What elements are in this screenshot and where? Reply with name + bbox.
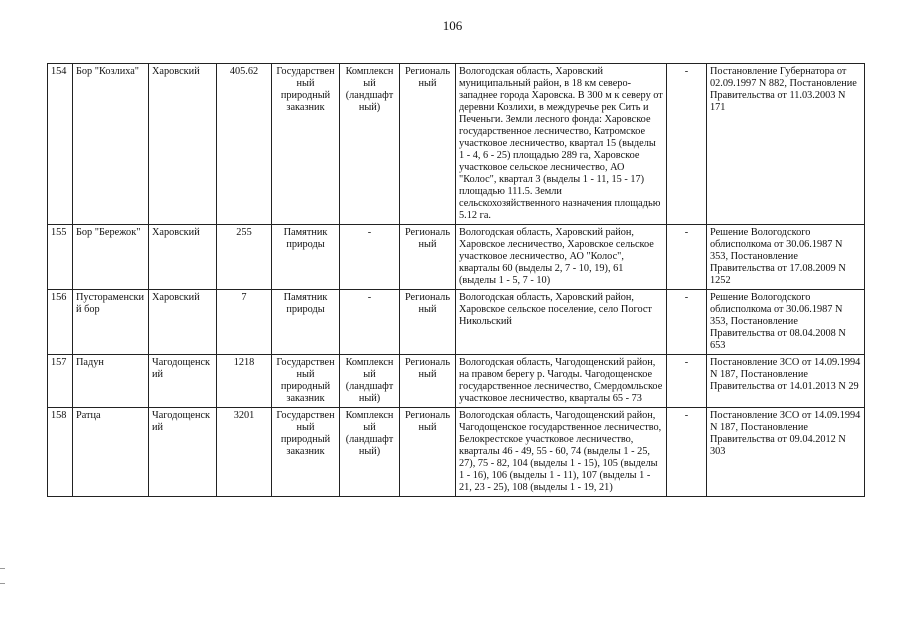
cell-area: 3201 — [217, 408, 272, 497]
cell-number: 155 — [48, 225, 73, 290]
cell-category: Государственный природный заказник — [272, 355, 340, 408]
cell-location: Вологодская область, Чагодощенский район, Чагодощенское государственное лесничество, Белокрестское участковое лесничество, кварталы 46 - 49, 55 - 60, 74 (выделы 1 - 25, 27), 75 - 82, 104 (выделы 1 - 15), 105 (выделы 1 - 16), 106 (выделы 1 - 11), 107 (выделы 1 - 21, 23 - 25), 108 (выделы 1 - 19, 21) — [456, 408, 667, 497]
cell-significance: Региональный — [400, 355, 456, 408]
cell-name: Пустораменский бор — [73, 290, 149, 355]
cell-number: 156 — [48, 290, 73, 355]
cell-name: Бор "Бережок" — [73, 225, 149, 290]
cell-extra: - — [667, 290, 707, 355]
cell-extra: - — [667, 408, 707, 497]
cell-location: Вологодская область, Харовский район, Харовское лесничество, Харовское сельское участковое лесничество, АО "Колос", кварталы 60 (выделы 2, 7 - 10, 19), 61 (выделы 1 - 5, 7 - 10) — [456, 225, 667, 290]
cell-category: Памятник природы — [272, 225, 340, 290]
table-row — [48, 355, 865, 408]
cell-document: Решение Вологодского облисполкома от 30.06.1987 N 353, Постановление Правительства от 08.04.2008 N 653 — [707, 290, 865, 355]
cell-name: Падун — [73, 355, 149, 408]
cell-significance: Региональный — [400, 225, 456, 290]
cell-area: 7 — [217, 290, 272, 355]
table-row — [48, 225, 865, 290]
cell-area: 405.62 — [217, 64, 272, 225]
cell-document: Решение Вологодского облисполкома от 30.06.1987 N 353, Постановление Правительства от 17.08.2009 N 1252 — [707, 225, 865, 290]
cell-profile: Комплексный (ландшафтный) — [340, 64, 400, 225]
cell-name: Ратца — [73, 408, 149, 497]
cell-profile: Комплексный (ландшафтный) — [340, 355, 400, 408]
cell-location: Вологодская область, Чагодощенский район, на правом берегу р. Чагоды. Чагодощенское государственное лесничество, Смердомльское участковое лесничество, кварталы 65 - 73 — [456, 355, 667, 408]
cell-extra: - — [667, 355, 707, 408]
cell-district: Харовский — [149, 64, 217, 225]
registry-table — [47, 63, 865, 497]
cell-district: Харовский — [149, 290, 217, 355]
cell-significance: Региональный — [400, 290, 456, 355]
cell-category: Государственный природный заказник — [272, 64, 340, 225]
cell-profile: - — [340, 290, 400, 355]
cell-profile: - — [340, 225, 400, 290]
cell-area: 1218 — [217, 355, 272, 408]
table-row — [48, 64, 865, 225]
cell-category: Памятник природы — [272, 290, 340, 355]
cell-extra: - — [667, 64, 707, 225]
cell-document: Постановление ЗСО от 14.09.1994 N 187, Постановление Правительства от 09.04.2012 N 303 — [707, 408, 865, 497]
cell-significance: Региональный — [400, 408, 456, 497]
cell-document: Постановление Губернатора от 02.09.1997 N 882, Постановление Правительства от 11.03.2003 N 171 — [707, 64, 865, 225]
cell-number: 158 — [48, 408, 73, 497]
cell-area: 255 — [217, 225, 272, 290]
margin-mark — [0, 583, 5, 584]
cell-profile: Комплексный (ландшафтный) — [340, 408, 400, 497]
cell-extra: - — [667, 225, 707, 290]
cell-district: Харовский — [149, 225, 217, 290]
page-number: 106 — [442, 18, 463, 33]
cell-district: Чагодощенский — [149, 355, 217, 408]
cell-number: 157 — [48, 355, 73, 408]
cell-significance: Региональный — [400, 64, 456, 225]
margin-mark — [0, 568, 5, 569]
table-row — [48, 290, 865, 355]
cell-name: Бор "Козлиха" — [73, 64, 149, 225]
cell-location: Вологодская область, Харовский муниципальный район, в 18 км северо-западнее города Харовска. В 300 м к северу от деревни Козлихи, в междуречье рек Сить и Печеньги. Земли лесного фонда: Харовское государственное лесничество, Катромское участковое лесничество, квартал 15 (выделы 1 - 4, 6 - 25) площадью 289 га, Харовское участковое сельское лесничество, АО "Колос", квартал 3 (выделы 1 - 11, 15 - 17) площадью 111.5. Земли сельскохозяйственного назначения площадью 5.12 га. — [456, 64, 667, 225]
cell-category: Государственный природный заказник — [272, 408, 340, 497]
cell-district: Чагодощенский — [149, 408, 217, 497]
table-row — [48, 408, 865, 497]
cell-location: Вологодская область, Харовский район, Харовское сельское поселение, село Погост Никольский — [456, 290, 667, 355]
cell-document: Постановление ЗСО от 14.09.1994 N 187, Постановление Правительства от 14.01.2013 N 29 — [707, 355, 865, 408]
cell-number: 154 — [48, 64, 73, 225]
